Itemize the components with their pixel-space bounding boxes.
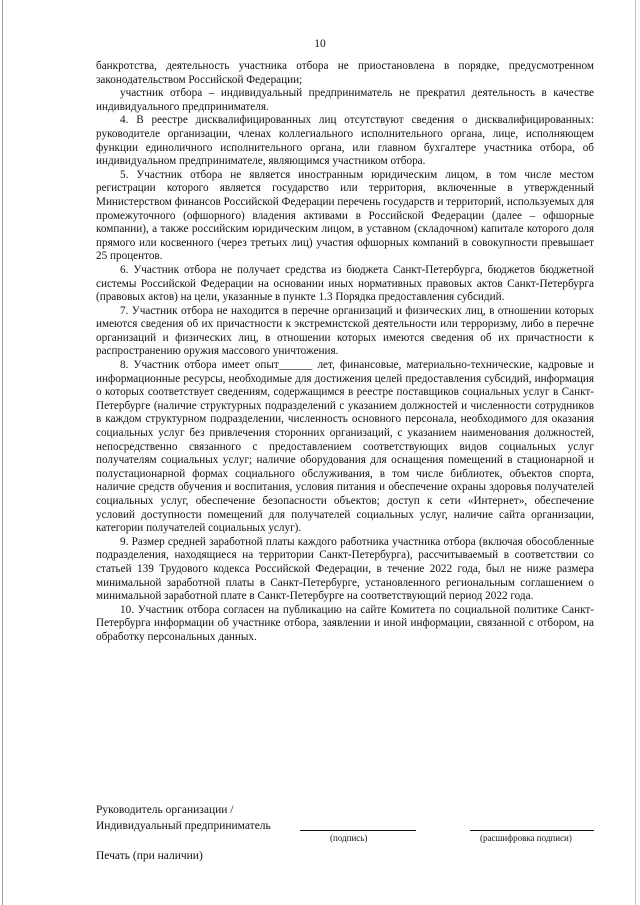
stamp-label: Печать (при наличии): [96, 850, 203, 862]
document-body: [96, 60, 594, 645]
signature-line: [300, 830, 416, 831]
paragraph-entrepreneur-activity: участник отбора – индивидуальный предприниматель не прекратил деятельность в качестве индивидуального предпринимателя.: [96, 87, 594, 113]
paragraph-item-7: 7. Участник отбора не находится в перечне организаций и физических лиц, в отношении которых имеются сведения об их причастности к экстремистской деятельности или терроризму, либо в перечне организаций и физических лиц, в отношении которых имеются сведения об их причастности к распространению оружия массового уничтожения.: [96, 304, 594, 358]
scan-edge-left: [2, 0, 3, 905]
paragraph-item-4: 4. В реестре дисквалифицированных лиц отсутствуют сведения о дисквалифицированных: руководителе организации, членах коллегиального исполнительного органа, лице, исполняющем функции единоличного исполнительного органа, или главном бухгалтере участника отбора, об индивидуальном предпринимателе, являющимся участником отбора.: [96, 114, 594, 168]
signature-hint: (подпись): [330, 833, 368, 843]
paragraph-bankruptcy-continuation: банкротства, деятельность участника отбора не приостановлена в порядке, предусмотренном законодательством Российской Федерации;: [96, 60, 594, 86]
paragraph-item-9: 9. Размер средней заработной платы каждого работника участника отбора (включая обособленные подразделения, находящиеся на территории Санкт-Петербурга), рассчитываемый в соответствии со статьей 139 Трудового кодекса Российской Федерации, в течение 2022 года, был не ниже размера минимальной заработной платы в Санкт-Петербурге, установленного региональным соглашением о минимальной заработной плате в Санкт-Петербурге на соответствующий период 2022 года.: [96, 535, 594, 603]
page-number: 10: [314, 38, 326, 50]
paragraph-item-8: 8. Участник отбора имеет опыт______ лет, финансовые, материально-технические, кадровые и информационные ресурсы, необходимые для достижения целей предоставления субсидий, информация о которых соответствует сведениям, содержащимся в реестре поставщиков социальных услуг в Санкт-Петербурге (наличие структурных подразделений с указанием должностей и численности сотрудников в каждом структурном подразделении, численность основного персонала, необходимого для оказания социальных услуг без привлечения сторонних организаций, с указанием наименования должностей, непосредственно связанного с предоставлением соответствующих видов социальных услуг получателям социальных услуг; наличие оборудования для оснащения помещений в стационарной и полустационарной формах социального обслуживания, в том числе библиотек, объектов спорта, наличие средств обучения и воспитания, условия питания и обеспечение охраны здоровья получателей социальных услуг, обеспечение безопасности объектов; доступ к сети «Интернет», обеспечение условий доступности помещений для получателей социальных услуг, наличие сайта организации, категории получателей социальных услуг).: [96, 359, 594, 535]
signature-decoding-hint: (расшифровка подписи): [480, 833, 572, 843]
signature-role-line1: Руководитель организации /: [96, 804, 234, 816]
paragraph-item-10: 10. Участник отбора согласен на публикацию на сайте Комитета по социальной политике Санкт-Петербурга информации об участнике отбора, заявлении и иной информации, связанной с отбором, на обработку персональных данных.: [96, 603, 594, 643]
paragraph-item-5: 5. Участник отбора не является иностранным юридическим лицом, в том числе местом регистрации которого является государство или территория, включенные в утвержденный Министерством финансов Российской Федерации перечень государств и территорий, используемых для промежуточного (офшорного) владения активами в Российской Федерации (далее – офшорные компании), а также российским юридическим лицом, в уставном (складочном) капитале которого доля прямого или косвенного (через третьих лиц) участия офшорных компаний в совокупности превышает 25 процентов.: [96, 168, 594, 263]
signature-role-line2: Индивидуальный предприниматель: [96, 820, 271, 832]
signature-decoding-line: [470, 830, 594, 831]
scan-edge-right: [635, 0, 636, 905]
paragraph-item-6: 6. Участник отбора не получает средства из бюджета Санкт-Петербурга, бюджетов бюджетной системы Российской Федерации на основании иных нормативных правовых актов Санкт-Петербурга (правовых актов) на цели, указанные в пункте 1.3 Порядка предоставления субсидий.: [96, 263, 594, 304]
